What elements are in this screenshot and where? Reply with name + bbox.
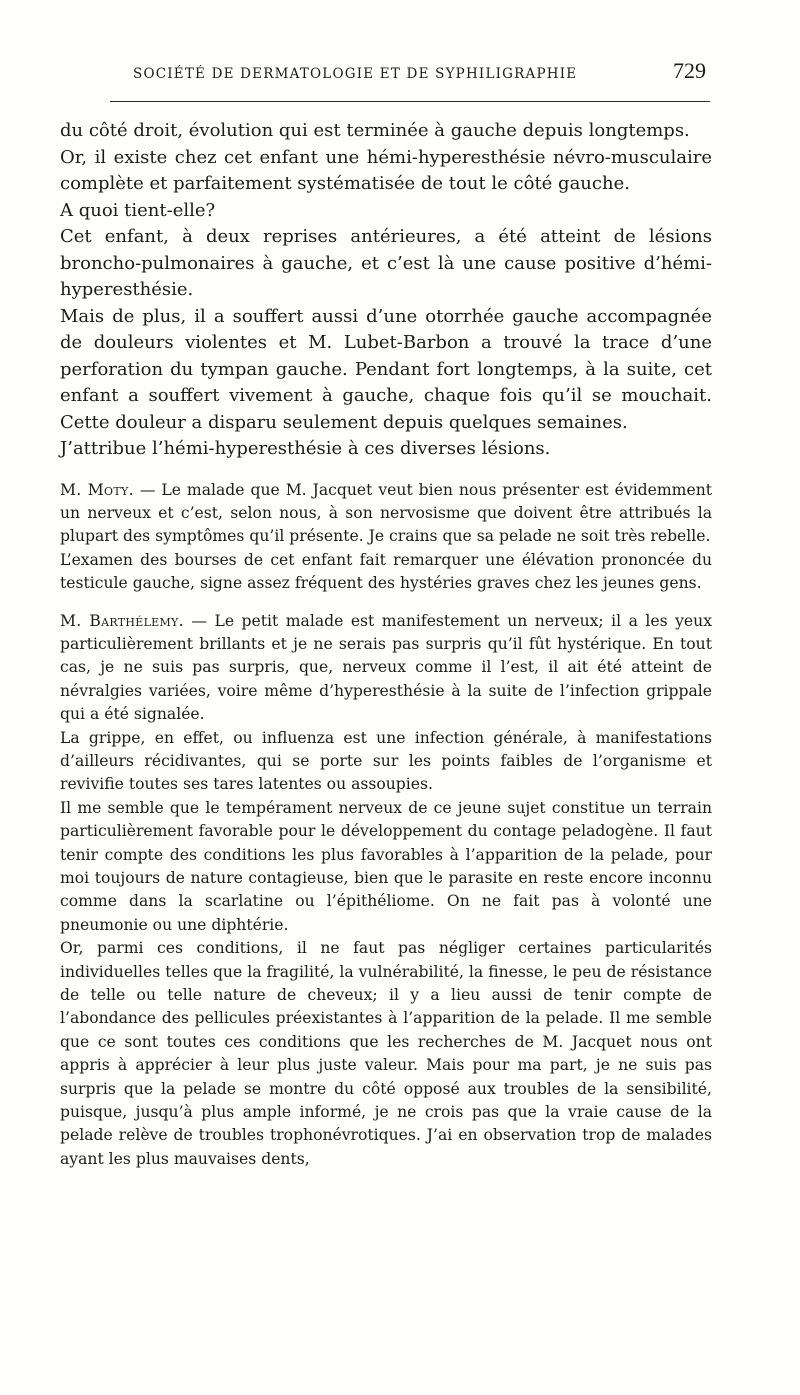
paragraph: Cet enfant, à deux reprises antérieures, a été atteint de lésions broncho-pulmonaires à gauche, et c’est là une cause positive d’hémi-hyperesthésie. (60, 226, 712, 300)
paragraph: A quoi tient-elle? (60, 199, 216, 221)
paragraph: Or, parmi ces conditions, il ne faut pas négliger certaines particularités individuelles telles que la fragilité, la vulnérabilité, la finesse, le peu de résistance de telle ou telle nature de cheveux; il y a lieu aussi de tenir compte de l’abondance des pellicules préexistantes à l’apparition de la pelade. Il me semble que ce sont toutes ces conditions que les recherches de M. Jacquet nous ont appris à apprécier à leur plus juste valeur. Mais pour ma part, je ne suis pas surpris que la pelade se montre du côté opposé aux troubles de la sensibilité, puisque, jusqu’à plus ample informé, je ne crois pas que la vraie cause de la pelade relève de troubles trophonévrotiques. J’ai en observation trop de malades ayant les plus mauvaises dents, (60, 939, 712, 1168)
body-text (60, 118, 712, 1171)
paragraph: L’examen des bourses de cet enfant fait remarquer une élévation prononcée du testicule gauche, signe assez fréquent des hystéries graves chez les jeunes gens. (60, 550, 712, 593)
page-number: 729 (673, 58, 706, 83)
header-rule (110, 101, 710, 102)
speaker-paragraph-moty (60, 479, 712, 549)
paragraph-text: — Le malade que M. Jacquet veut bien nous présenter est évidemment un nerveux et c’est, selon nous, à son nervosisme que doivent être attribués la plupart des symptômes qu’il présente. Je crains que sa pelade ne soit très rebelle. (60, 480, 712, 546)
paragraph-text: — Le petit malade est manifestement un nerveux; il a les yeux particulièrement brillants et je ne serais pas surpris qu’il fût hystérique. En tout cas, je ne suis pas surpris, que, nerveux comme il l’est, il ait été atteint de névralgies variées, voire même d’hyperesthésie à la suite de l’infection grippale qui a été signalée. (60, 611, 712, 724)
paragraph: Il me semble que le tempérament nerveux de ce jeune sujet constitue un terrain particulièrement favorable pour le développement du contage peladogène. Il faut tenir compte des conditions les plus favorables à l’apparition de la pelade, pour moi toujours de nature contagieuse, bien que le parasite en reste encore inconnu comme dans la scarlatine ou l’épithéliome. On ne fait pas à volonté une pneumonie ou une diphtérie. (60, 798, 712, 934)
running-header (60, 58, 710, 90)
speaker-paragraph-barthelemy (60, 610, 712, 727)
paragraph: La grippe, en effet, ou influenza est une infection générale, à manifestations d’ailleurs récidivantes, qui se porte sur les points faibles de l’organisme et revivifie toutes ses tares latentes ou assoupies. (60, 728, 712, 794)
speaker-name: M. Moty. (60, 480, 134, 499)
running-title: SOCIÉTÉ DE DERMATOLOGIE ET DE SYPHILIGRAPHIE (133, 66, 578, 82)
paragraph: J’attribue l’hémi-hyperesthésie à ces diverses lésions. (60, 438, 551, 459)
paragraph: Mais de plus, il a souffert aussi d’une otorrhée gauche accompagnée de douleurs violentes et M. Lubet-Barbon a trouvé la trace d’une perforation du tympan gauche. Pendant fort longtemps, à la suite, cet enfant a souffert vivement à gauche, chaque fois qu’il se mouchait. Cette douleur a disparu seulement depuis quelques semaines. (60, 305, 712, 433)
speaker-name: M. Barthélemy. (60, 611, 184, 630)
paragraph: Or, il existe chez cet enfant une hémi-hyperesthésie névro-musculaire complète et parfaitement systématisée de tout le côté gauche. (60, 146, 712, 194)
paragraph: du côté droit, évolution qui est terminée à gauche depuis longtemps. (60, 120, 690, 141)
